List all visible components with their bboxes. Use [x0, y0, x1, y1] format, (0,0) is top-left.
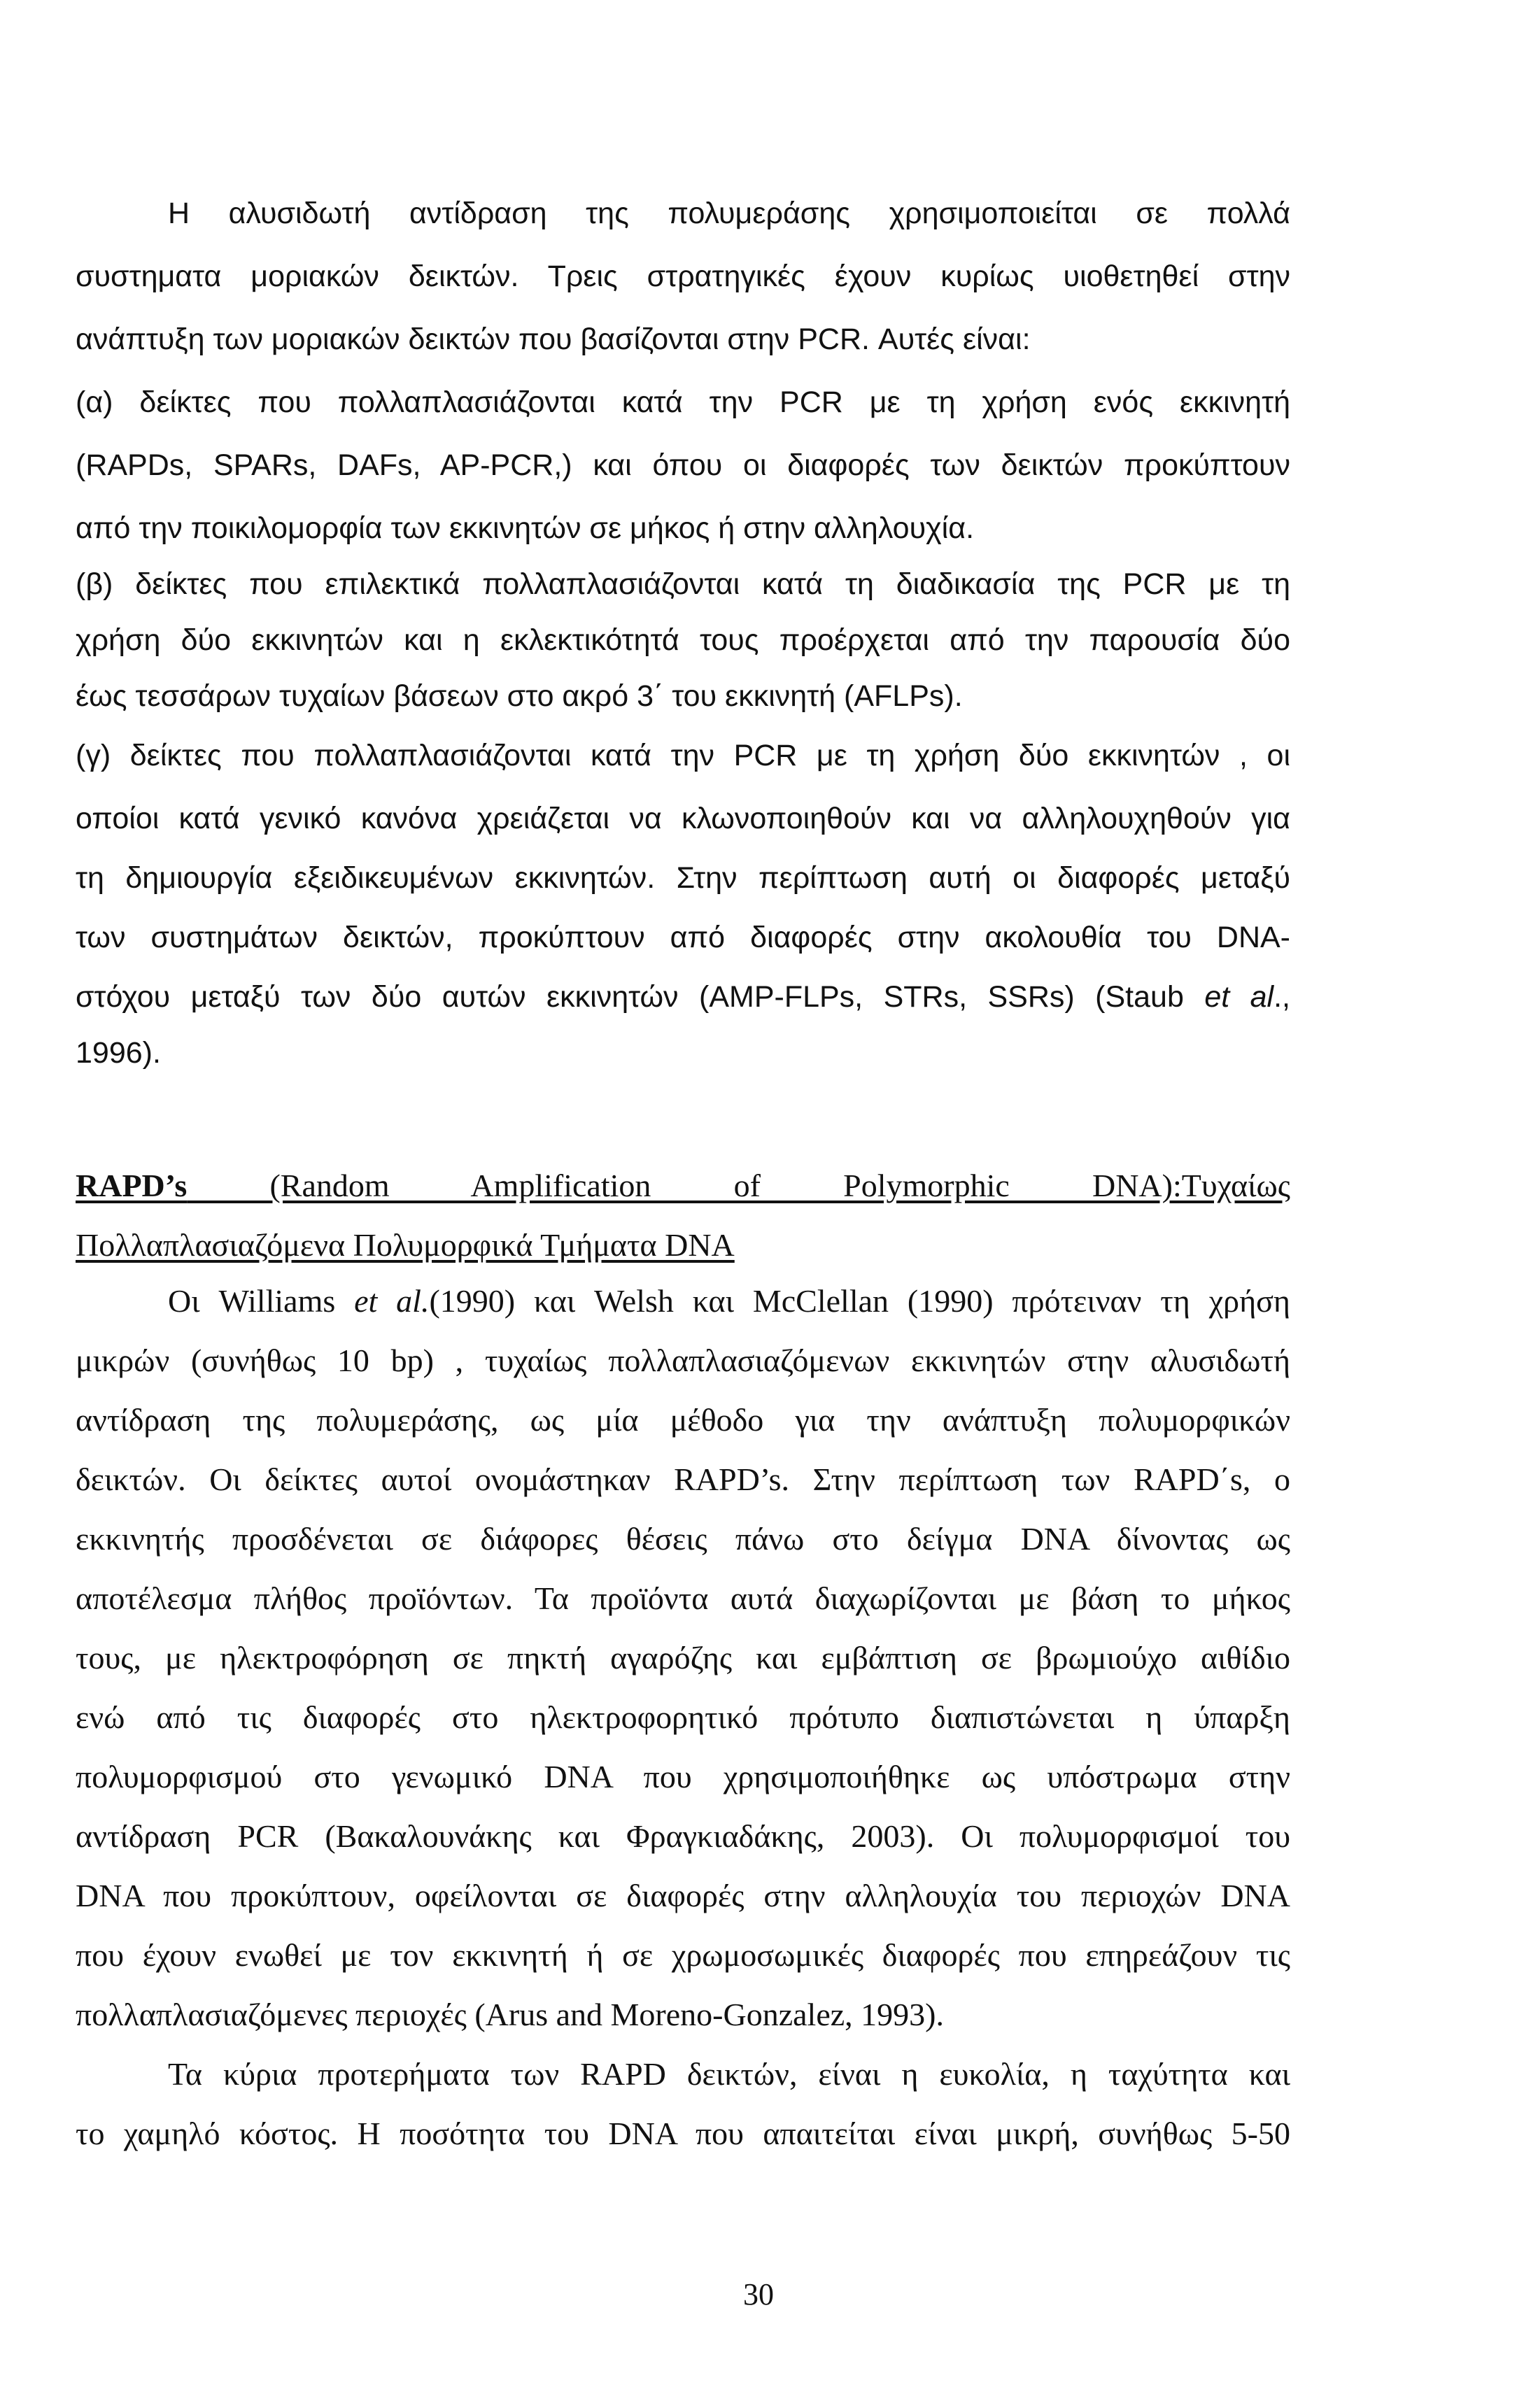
list-item-a-line: (RAPDs, SPARs, DAFs, AP-PCR,) και όπου οι διαφορές των δεικτών προκύπτουν	[76, 448, 1290, 482]
section-heading-rest: (Random Amplification of Polymorphic DNA):Τυχαίως	[187, 1168, 1290, 1203]
rapd-paragraph-line: πολυμορφισμού στο γενωμικό DNA που χρησιμοποιήθηκε ως υπόστρωμα στην	[76, 1759, 1290, 1794]
rapd-paragraph-line	[168, 1280, 1290, 1322]
list-item-b-line: έως τεσσάρων τυχαίων βάσεων στο ακρό 3΄ του εκκινητή (AFLPs).	[76, 679, 963, 713]
citation-punct: .,	[1273, 980, 1290, 1014]
rapd-paragraph-line: εκκινητής προσδένεται σε διάφορες θέσεις πάνω στο δείγμα DNA δίνοντας ως	[76, 1521, 1290, 1557]
citation-text: στόχου μεταξύ των δύο αυτών εκκινητών (AMP-FLPs, STRs, SSRs) (Staub	[76, 980, 1205, 1014]
list-item-c-line: των συστημάτων δεικτών, προκύπτουν από διαφορές στην ακολουθία του DNA-	[76, 921, 1290, 954]
list-item-c-line	[76, 976, 1290, 1018]
rapd-paragraph-line: ενώ από τις διαφορές στο ηλεκτροφορητικό πρότυπο διαπιστώνεται η ύπαρξη	[76, 1699, 1290, 1735]
rapd-paragraph-line: DNA που προκύπτουν, οφείλονται σε διαφορές στην αλληλουχία του περιοχών DNA	[76, 1878, 1290, 1913]
section-heading	[76, 1165, 1290, 1207]
rapd-paragraph-line: αντίδραση PCR (Βακαλουνάκης και Φραγκιαδάκης, 2003). Οι πολυμορφισμοί του	[76, 1818, 1290, 1854]
paragraph-line: ανάπτυξη των μοριακών δεικτών που βασίζονται στην PCR. Αυτές είναι:	[76, 323, 1031, 356]
list-item-c-line: οποίοι κατά γενικό κανόνα χρειάζεται να κλωνοποιηθούν και να αλληλουχηθούν για	[76, 802, 1290, 835]
advantages-line: το χαμηλό κόστος. Η ποσότητα του DNA που απαιτείται είναι μικρή, συνήθως 5-50	[76, 2116, 1290, 2151]
rapd-text: (1990) και Welsh και McClellan (1990) πρότειναν τη χρήση	[429, 1283, 1290, 1319]
rapd-paragraph-line: πολλαπλασιαζόμενες περιοχές (Arus and Moreno-Gonzalez, 1993).	[76, 1997, 944, 2032]
paragraph-line: συστηματα μοριακών δεικτών. Τρεις στρατηγικές έχουν κυρίως υιοθετηθεί στην	[76, 260, 1290, 293]
rapd-etal: et al.	[354, 1283, 430, 1319]
list-item-b-line: (β) δείκτες που επιλεκτικά πολλαπλασιάζονται κατά τη διαδικασία της PCR με τη	[76, 567, 1290, 601]
rapd-paragraph-line: τους, με ηλεκτροφόρηση σε πηκτή αγαρόζης και εμβάπτιση σε βρωμιούχο αιθίδιο	[76, 1640, 1290, 1676]
rapd-paragraph-line: αποτέλεσμα πλήθος προϊόντων. Τα προϊόντα αυτά διαχωρίζονται με βάση το μήκος	[76, 1580, 1290, 1616]
paragraph-line: Η αλυσιδωτή αντίδραση της πολυμεράσης χρησιμοποιείται σε πολλά	[168, 197, 1290, 230]
section-heading-bold: RAPD’s	[76, 1168, 188, 1203]
list-item-c-line: 1996).	[76, 1036, 161, 1070]
rapd-paragraph-line: μικρών (συνήθως 10 bp) , τυχαίως πολλαπλασιαζόμενων εκκινητών στην αλυσιδωτή	[76, 1343, 1290, 1378]
list-item-b-line: χρήση δύο εκκινητών και η εκλεκτικότητά τους προέρχεται από την παρουσία δύο	[76, 623, 1290, 657]
advantages-line: Τα κύρια προτερήματα των RAPD δεικτών, είναι η ευκολία, η ταχύτητα και	[168, 2056, 1290, 2092]
list-item-c-line: τη δημιουργία εξειδικευμένων εκκινητών. Στην περίπτωση αυτή οι διαφορές μεταξύ	[76, 861, 1290, 895]
rapd-paragraph-line: δεικτών. Οι δείκτες αυτοί ονομάστηκαν RAPD’s. Στην περίπτωση των RAPD΄s, ο	[76, 1461, 1290, 1497]
rapd-text: Οι Williams	[168, 1283, 355, 1319]
page-number: 30	[743, 2277, 774, 2311]
rapd-paragraph-line: που έχουν ενωθεί με τον εκκινητή ή σε χρωμοσωμικές διαφορές που επηρεάζουν τις	[76, 1937, 1290, 1973]
list-item-a-line: από την ποικιλομορφία των εκκινητών σε μήκος ή στην αλληλουχία.	[76, 511, 975, 545]
rapd-paragraph-line: αντίδραση της πολυμεράσης, ως μία μέθοδο για την ανάπτυξη πολυμορφικών	[76, 1402, 1290, 1438]
list-item-a-line: (α) δείκτες που πολλαπλασιάζονται κατά την PCR με τη χρήση ενός εκκινητή	[76, 385, 1290, 419]
section-heading-line2: Πολλαπλασιαζόμενα Πολυμορφικά Τμήματα DNA	[76, 1227, 735, 1263]
citation-etal: et al	[1204, 980, 1274, 1014]
list-item-c-line: (γ) δείκτες που πολλαπλασιάζονται κατά την PCR με τη χρήση δύο εκκινητών , οι	[76, 739, 1290, 772]
